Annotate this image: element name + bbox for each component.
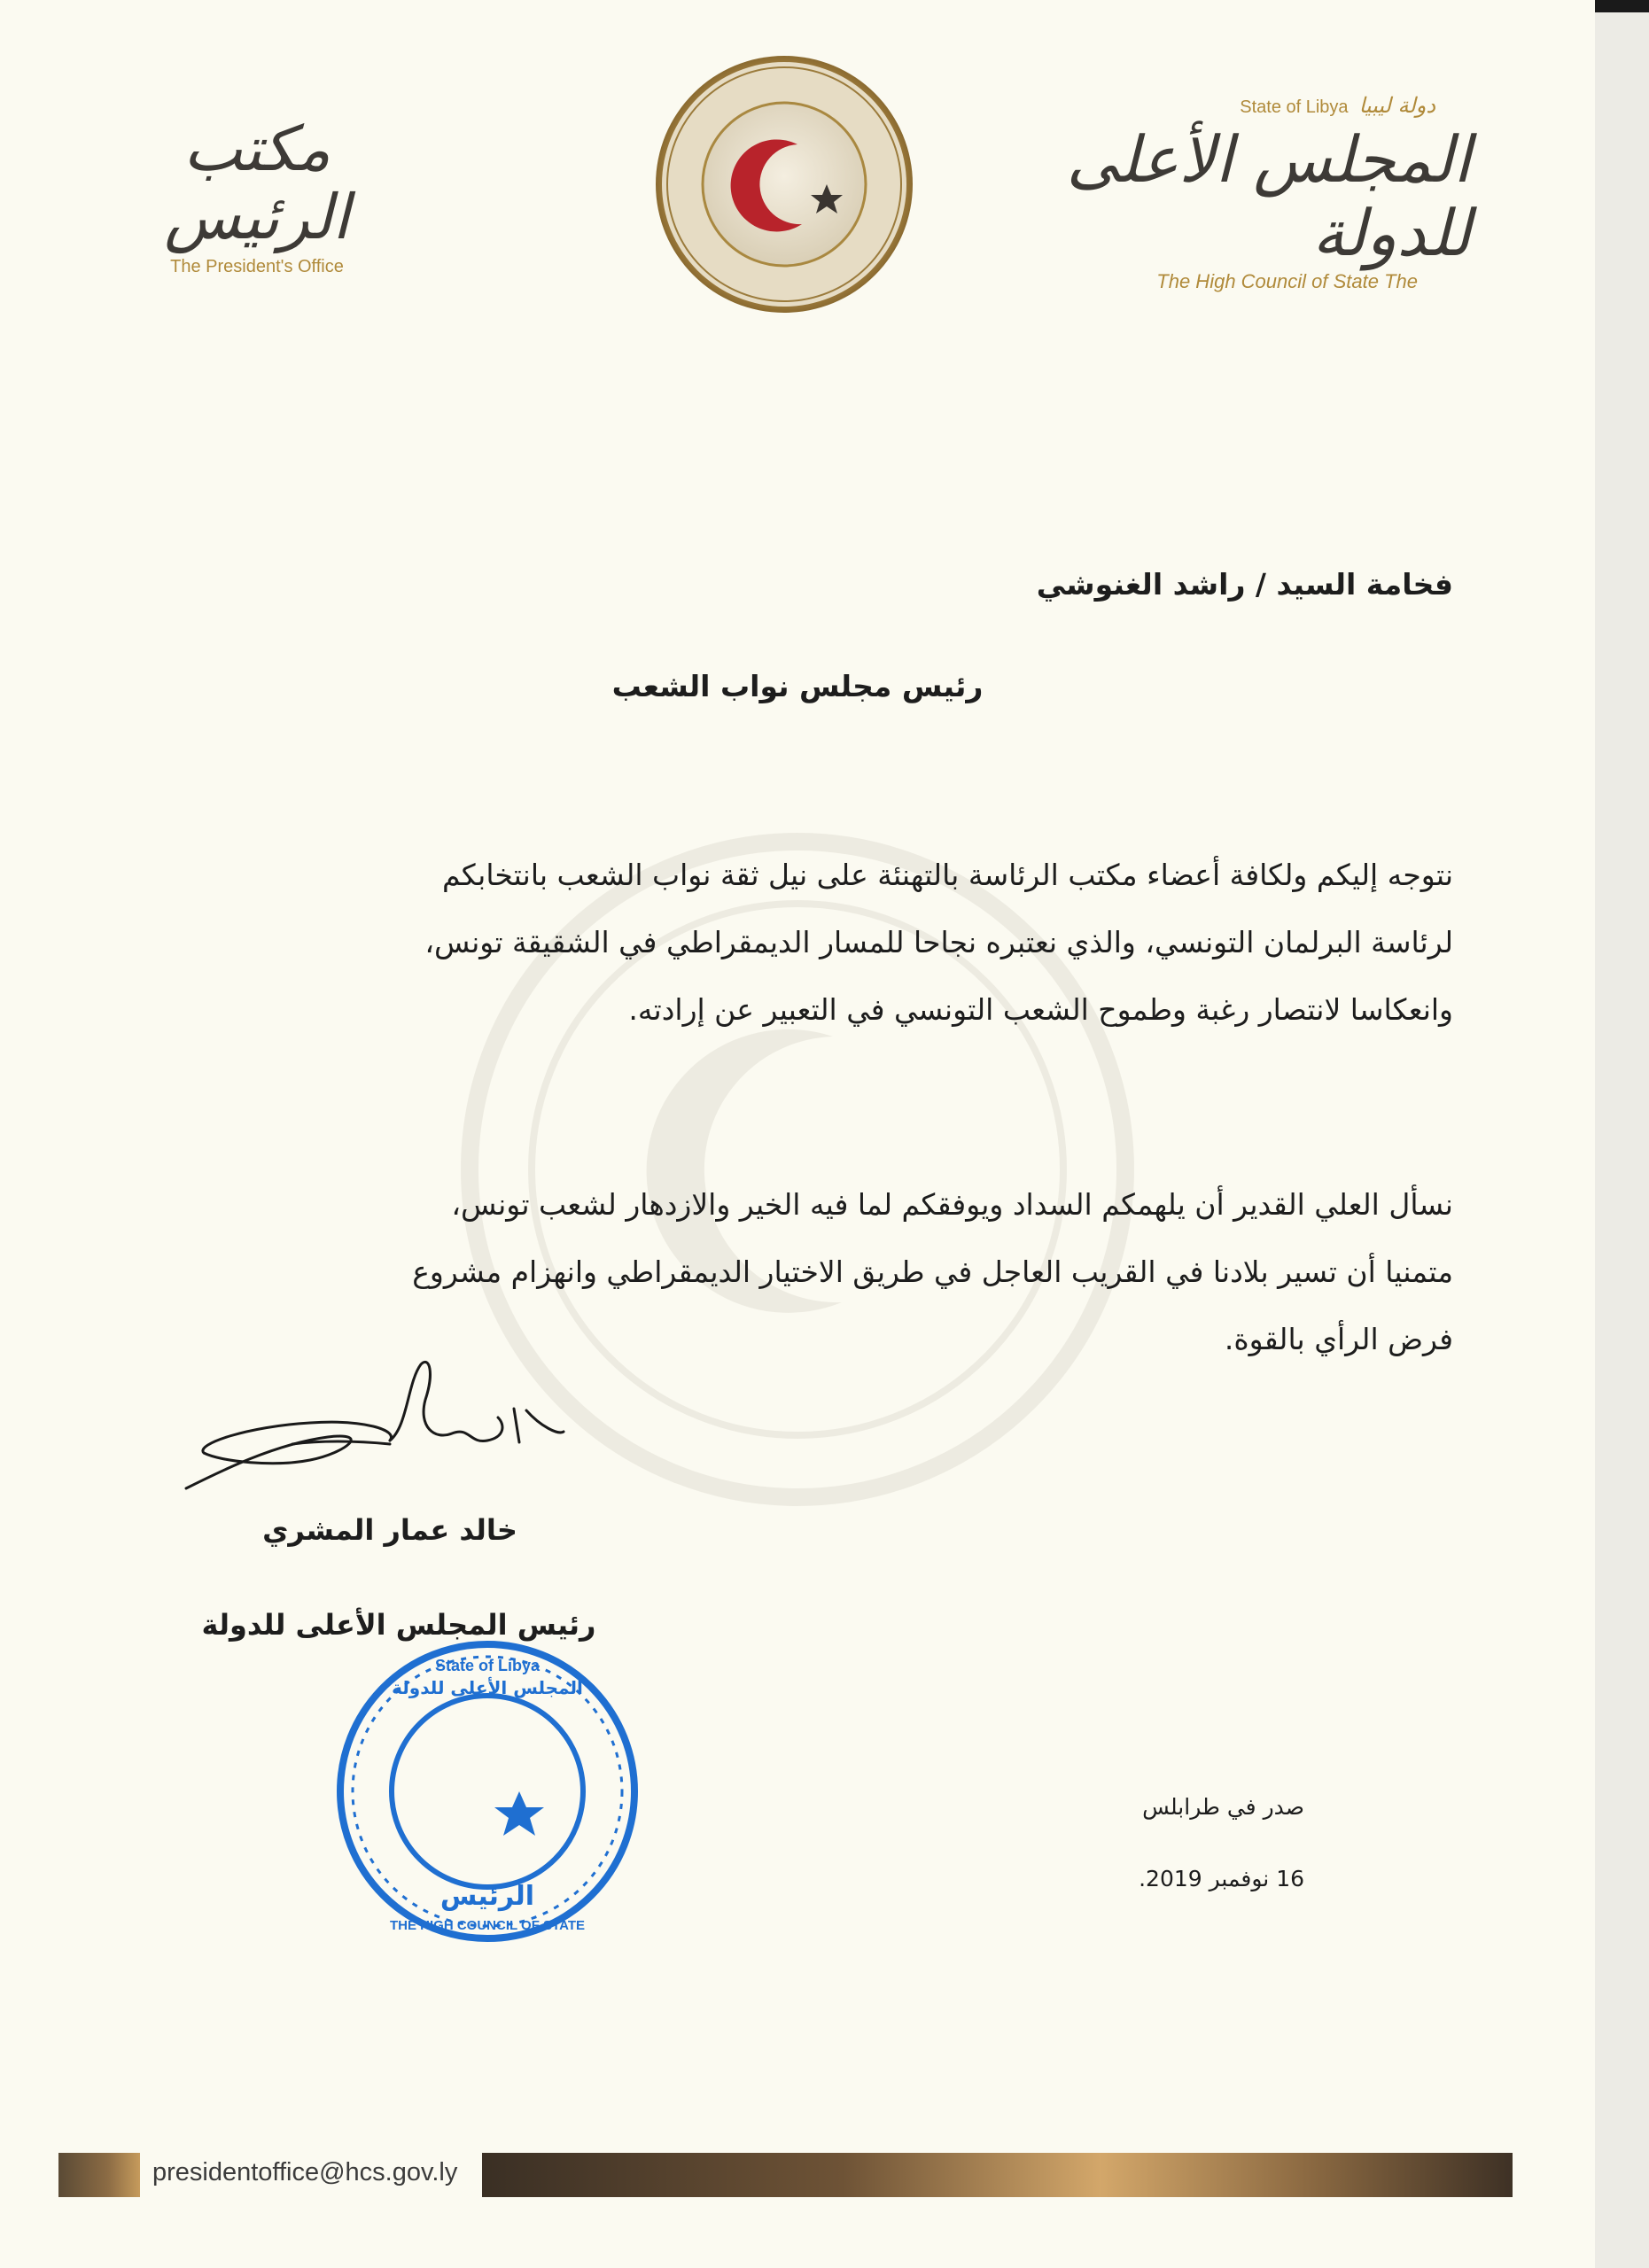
signatory-name: خالد عمار المشري	[262, 1513, 517, 1547]
stamp-hcs-text: THE HIGH COUNCIL OF STATE	[390, 1918, 585, 1933]
official-blue-stamp	[335, 1639, 640, 1944]
stamp-star-icon	[494, 1791, 544, 1836]
scan-corner-mark	[1595, 0, 1649, 12]
seal-inner-disk	[703, 103, 866, 266]
paragraph-wishes	[159, 1171, 1453, 1373]
paragraph-line: نسأل العلي القدير أن يلهمكم السداد ويوفقكم لما فيه الخير والازدهار لشعب تونس،	[451, 1187, 1453, 1222]
handwritten-signature	[168, 1355, 576, 1515]
paragraph-congratulations	[159, 842, 1453, 1044]
high-council-header	[1046, 93, 1471, 293]
stamp-state-text: State of Libya	[434, 1657, 541, 1674]
presidents-office-header	[115, 115, 399, 277]
stamp-council-text: المجلس الأعلى للدولة	[392, 1677, 583, 1698]
footer-bar-right	[482, 2153, 1513, 2197]
presidents-office-title-en: The President's Office	[170, 257, 344, 276]
watermark-emblem	[461, 620, 1134, 1719]
scan-margin	[1595, 0, 1649, 2268]
stamp-crescent-icon	[449, 1736, 509, 1850]
footer-bar-left	[58, 2153, 140, 2197]
state-of-libya-ar: دولة ليبيا	[1358, 93, 1435, 118]
recipient-line: فخامة السيد / راشد الغنوشي	[1036, 567, 1453, 602]
recipient-title: رئيس مجلس نواب الشعب	[611, 669, 984, 703]
council-seal-emblem	[651, 51, 917, 317]
paragraph-line: متمنيا أن تسير بلادنا في القريب العاجل في طريق الاختيار الديمقراطي وانهزام مشروع	[412, 1254, 1453, 1289]
footer-email: presidentoffice@hcs.gov.ly	[152, 2158, 458, 2186]
presidents-office-title-ar: مكتب الرئيس	[164, 113, 350, 253]
paragraph-line: فرض الرأي بالقوة.	[1224, 1322, 1453, 1356]
paragraph-line: نتوجه إليكم ولكافة أعضاء مكتب الرئاسة بالتهنئة على نيل ثقة نواب الشعب بانتخابكم	[441, 858, 1453, 892]
state-of-libya-line	[1046, 93, 1471, 118]
issued-date: 16 نوفمبر 2019.	[1139, 1866, 1304, 1891]
stamp-inner-ring	[392, 1696, 583, 1887]
state-of-libya-en: State of Libya	[1240, 97, 1349, 117]
stamp-president-text: الرئيس	[439, 1881, 535, 1912]
signatory-title: رئيس المجلس الأعلى للدولة	[201, 1608, 596, 1642]
issued-place: صدر في طرابلس	[1142, 1794, 1304, 1820]
paragraph-line: لرئاسة البرلمان التونسي، والذي نعتبره نجاحا للمسار الديمقراطي في الشقيقة تونس،	[424, 925, 1453, 959]
paragraph-line: وانعكاسا لانتصار رغبة وطموح الشعب التونسي في التعبير عن إرادته.	[628, 992, 1453, 1027]
high-council-title-en: The High Council of State The	[1156, 269, 1418, 292]
high-council-title-ar: المجلس الأعلى للدولة	[1066, 122, 1471, 270]
